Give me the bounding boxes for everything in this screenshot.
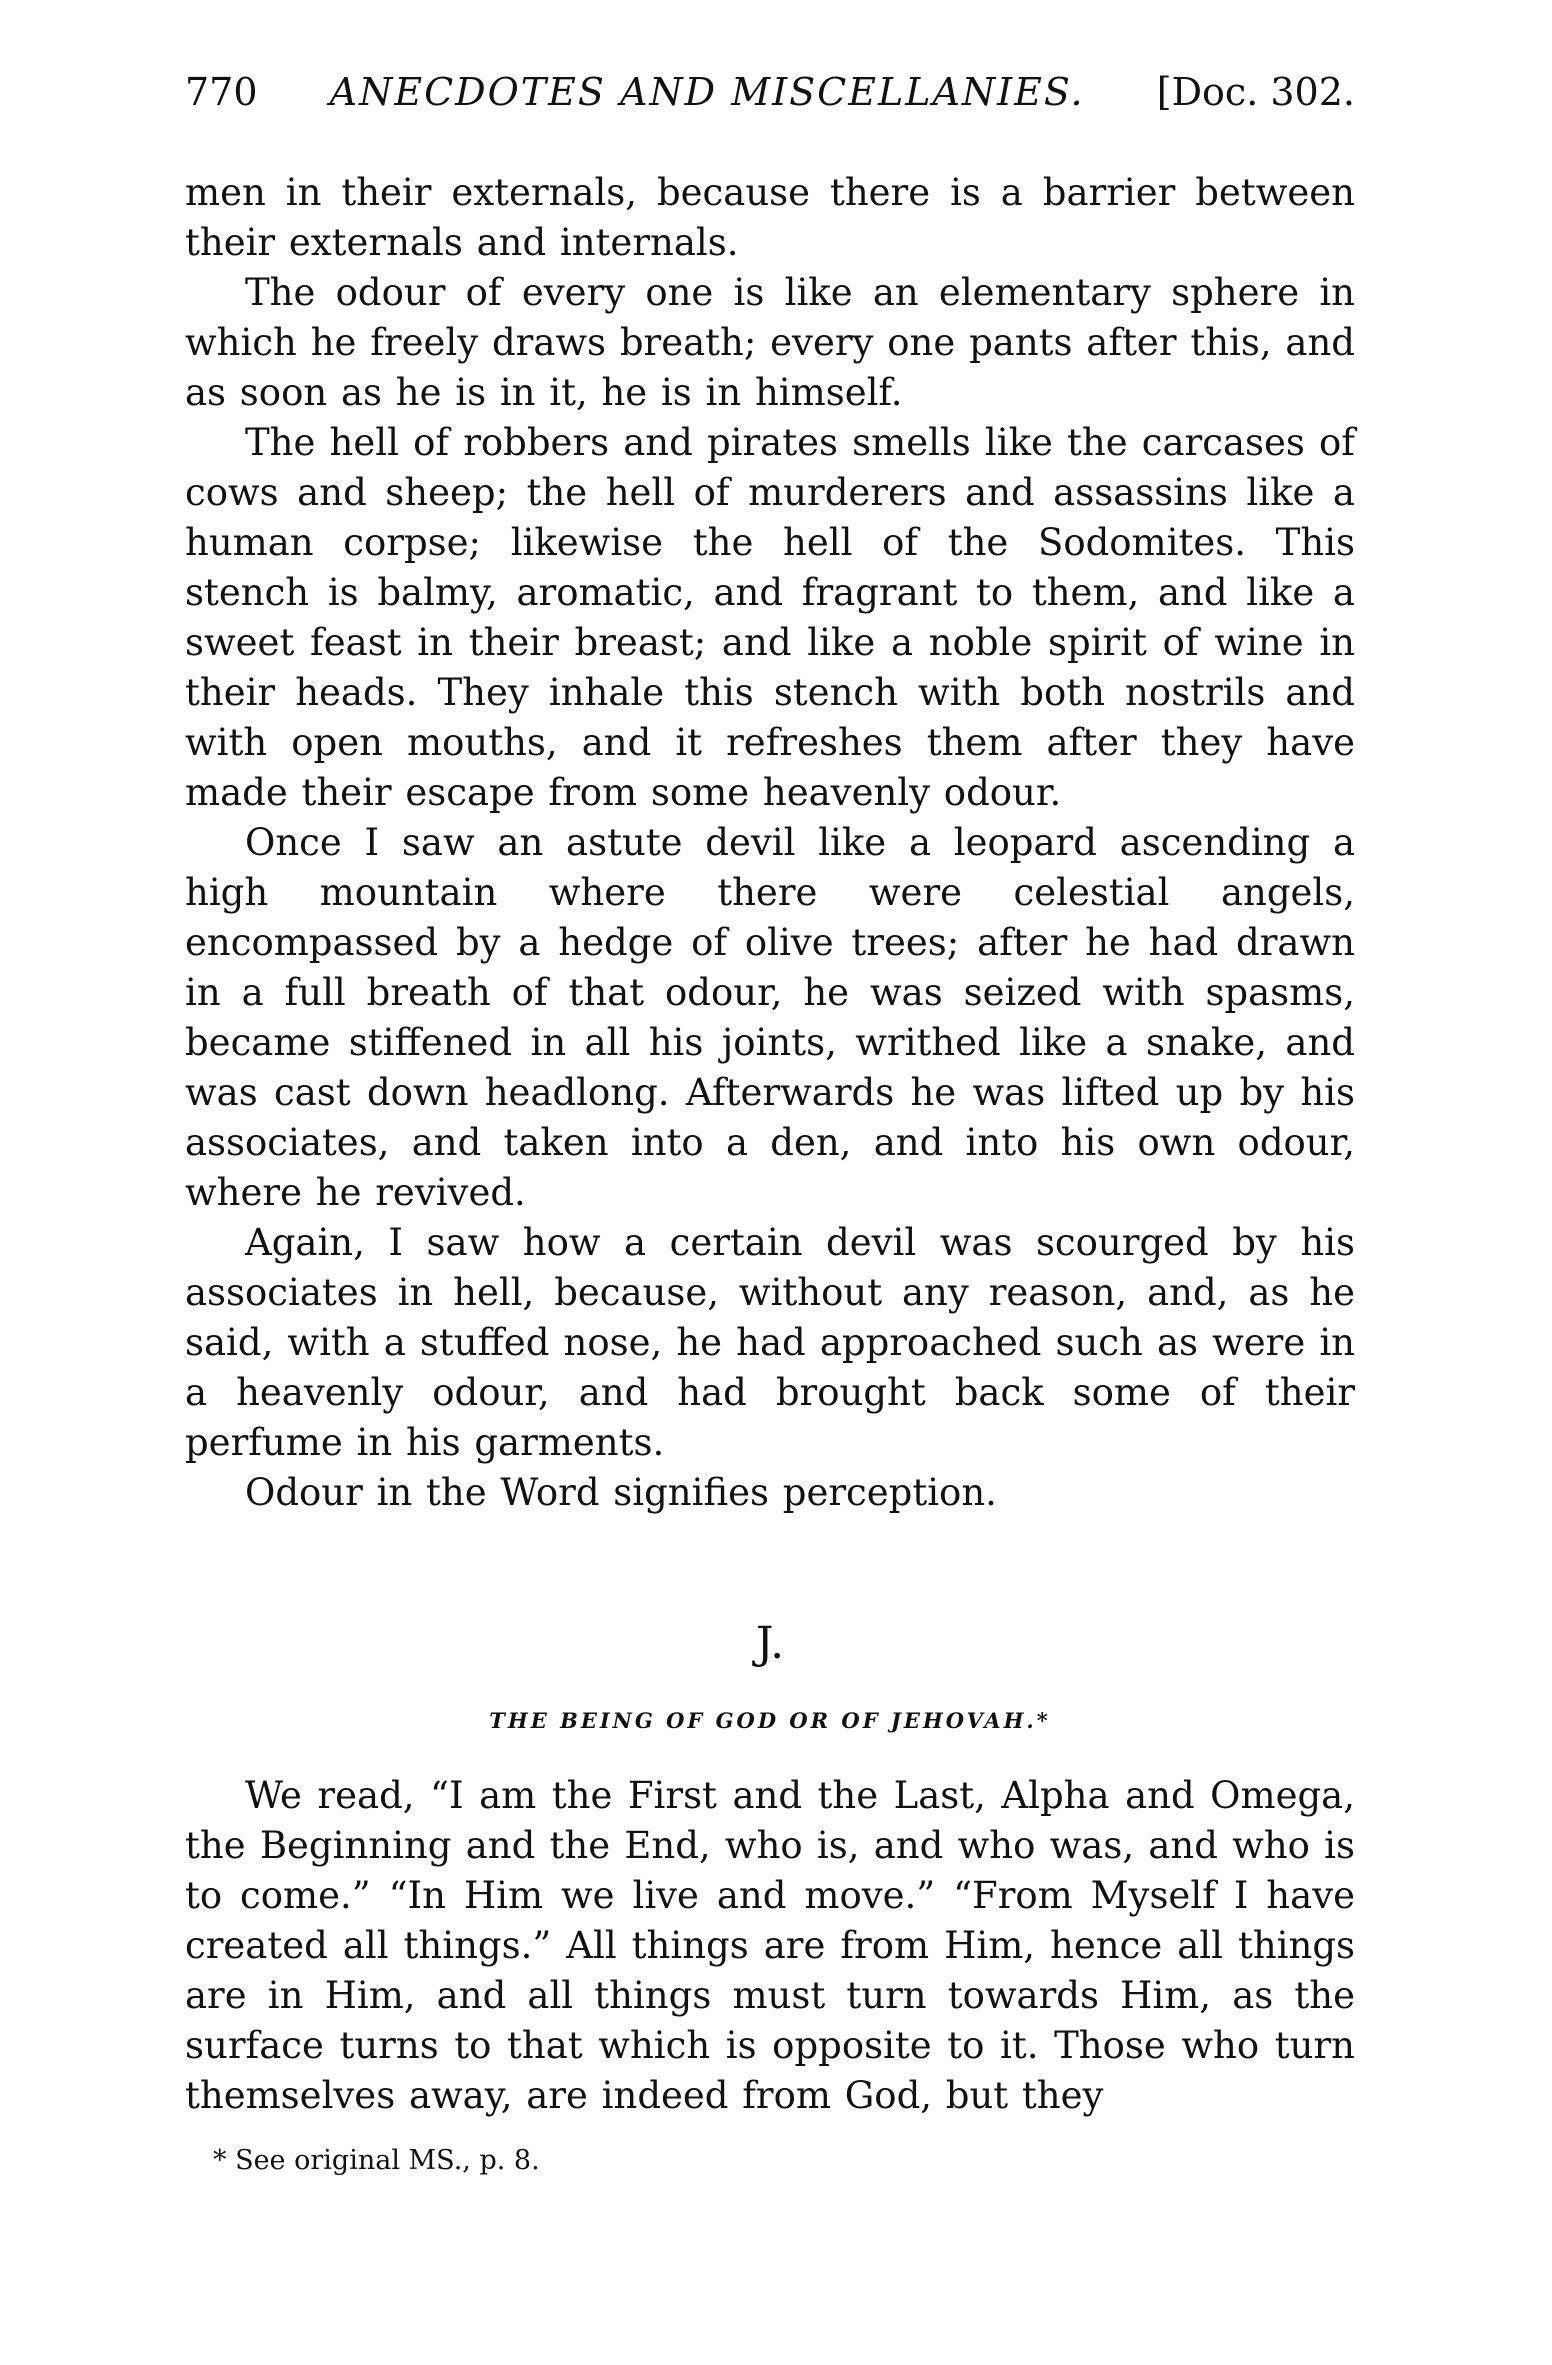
document-reference: [Doc. 302. bbox=[1156, 70, 1355, 114]
paragraph-continuation: men in their externals, because there is a barrier between their externals and internals. bbox=[185, 171, 1355, 264]
running-head bbox=[185, 70, 1355, 134]
paragraph-odour-sphere: The odour of every one is like an elementary sphere in which he freely draws breath; every one pants after this, and as soon as he is in it, he is in himself. bbox=[185, 271, 1355, 414]
running-title: ANECDOTES AND MISCELLANIES. bbox=[329, 70, 1085, 114]
section-letter: J. bbox=[755, 1618, 785, 1669]
paragraph-astute-devil: Once I saw an astute devil like a leopard ascending a high mountain where there were celestial angels, encompassed by a hedge of olive trees; after he had drawn in a full breath of that odour, he was seized with spasms, became stiffened in all his joints, writhed like a snake, and was cast down headlong. Afterwards he was lifted up by his associates, and taken into a den, and into his own odour, where he revived. bbox=[185, 821, 1355, 1214]
document-page bbox=[185, 70, 1355, 2176]
paragraph-devil-scourged: Again, I saw how a certain devil was scourged by his associates in hell, because, without any reason, and, as he said, with a stuffed nose, he had approached such as were in a heavenly odour, and had brought back some of their perfume in his garments. bbox=[185, 1221, 1355, 1464]
section-title: THE BEING OF GOD OR OF JEHOVAH.* bbox=[489, 1708, 1051, 1733]
page-number: 770 bbox=[185, 70, 258, 114]
paragraph-odour-perception: Odour in the Word signifies perception. bbox=[245, 1471, 997, 1514]
footnote: * See original MS., p. 8. bbox=[213, 2145, 540, 2176]
paragraph-being-of-god: We read, “I am the First and the Last, Alpha and Omega, the Beginning and the End, who is, and who was, and who is to come.” “In Him we live and move.” “From Myself I have created all things.” All things are from Him, hence all things are in Him, and all things must turn towards Him, as the surface turns to that which is opposite to it. Those who turn themselves away, are indeed from God, but they bbox=[185, 1774, 1355, 2117]
paragraph-hell-smells: The hell of robbers and pirates smells like the carcases of cows and sheep; the hell of murderers and assassins like a human corpse; likewise the hell of the Sodomites. This stench is balmy, aromatic, and fragrant to them, and like a sweet feast in their breast; and like a noble spirit of wine in their heads. They inhale this stench with both nostrils and with open mouths, and it refreshes them after they have made their escape from some heavenly odour. bbox=[185, 421, 1355, 814]
